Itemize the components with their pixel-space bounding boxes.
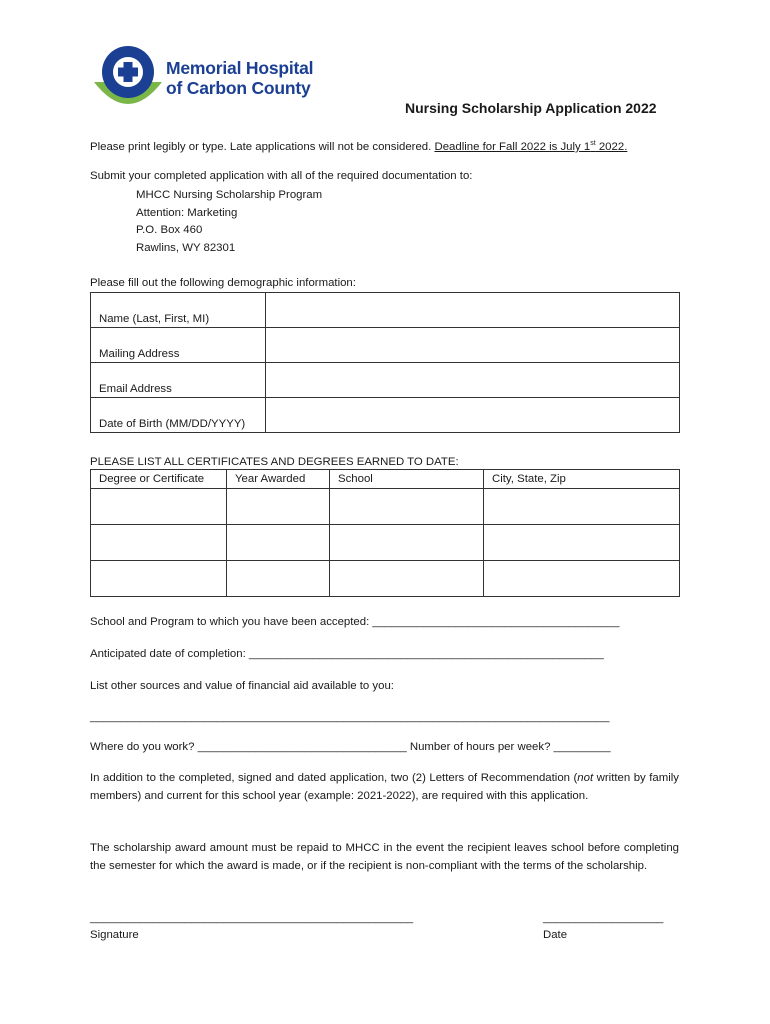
- signature-label: Signature: [90, 929, 139, 941]
- table-cell[interactable]: [330, 561, 484, 597]
- column-header: City, State, Zip: [484, 470, 680, 489]
- name-field[interactable]: [266, 293, 680, 328]
- repayment-paragraph: The scholarship award amount must be repaid to MHCC in the event the recipient leaves school before completing the semester for which the award is made, or if the recipient is non-compliant with the terms of the scholarship.: [90, 842, 679, 872]
- email-label: Email Address: [91, 363, 266, 398]
- instructions-line: [90, 140, 627, 154]
- table-row: [91, 398, 680, 433]
- table-cell[interactable]: [91, 525, 227, 561]
- table-cell[interactable]: [91, 561, 227, 597]
- address-line: Attention: Marketing: [136, 206, 238, 219]
- date-line[interactable]: ___________________: [543, 912, 664, 924]
- table-cell[interactable]: [484, 561, 680, 597]
- table-header-row: [91, 470, 680, 489]
- table-cell[interactable]: [330, 525, 484, 561]
- address-line: MHCC Nursing Scholarship Program: [136, 189, 323, 201]
- name-label: Name (Last, First, MI): [91, 293, 266, 328]
- table-cell[interactable]: [330, 489, 484, 525]
- deadline-note: Deadline for Fall 2022 is July 1st 2022.: [434, 140, 628, 153]
- degrees-heading: PLEASE LIST ALL CERTIFICATES AND DEGREES EARNED TO DATE:: [90, 456, 459, 468]
- submit-note: Submit your completed application with all of the required documentation to:: [90, 170, 473, 182]
- recommendation-paragraph: In addition to the completed, signed and dated application, two (2) Letters of Recommendation (not written by family members) and current for this school year (example: 2021-2022), are required with this application.: [90, 772, 679, 802]
- dob-field[interactable]: [266, 398, 680, 433]
- logo-wordmark: [166, 58, 313, 98]
- table-cell[interactable]: [91, 489, 227, 525]
- demographics-heading: Please fill out the following demographic information:: [90, 277, 356, 289]
- table-cell[interactable]: [227, 489, 330, 525]
- table-cell[interactable]: [227, 525, 330, 561]
- mailing-address-field[interactable]: [266, 328, 680, 363]
- table-cell[interactable]: [484, 525, 680, 561]
- address-line: P.O. Box 460: [136, 224, 203, 236]
- degrees-table: [90, 469, 680, 597]
- table-row: [91, 363, 680, 398]
- page-title: Nursing Scholarship Application 2022: [405, 100, 657, 116]
- logo-line-1: Memorial Hospital: [166, 58, 314, 78]
- column-header: Year Awarded: [227, 470, 330, 489]
- where-work-line[interactable]: Where do you work? _________________________________ Number of hours per week? _________: [90, 741, 611, 753]
- demographics-table: [90, 292, 680, 433]
- column-header: School: [330, 470, 484, 489]
- email-field[interactable]: [266, 363, 680, 398]
- table-row: [91, 561, 680, 597]
- financial-aid-line[interactable]: __________________________________________________________________________________: [90, 711, 610, 723]
- table-row: [91, 489, 680, 525]
- table-row: [91, 525, 680, 561]
- dob-label: Date of Birth (MM/DD/YYYY): [91, 398, 266, 433]
- print-note: Please print legibly or type. Late applications will not be considered.: [90, 141, 432, 153]
- completion-date-line[interactable]: Anticipated date of completion: ________________________________________________________: [90, 648, 604, 660]
- address-line: Rawlins, WY 82301: [136, 241, 236, 254]
- table-cell[interactable]: [484, 489, 680, 525]
- column-header: Degree or Certificate: [91, 470, 227, 489]
- school-program-line[interactable]: School and Program to which you have been accepted: _______________________________________: [90, 616, 620, 628]
- financial-aid-prompt: List other sources and value of financial aid available to you:: [90, 680, 394, 692]
- table-cell[interactable]: [227, 561, 330, 597]
- mailing-address-block: [136, 187, 322, 257]
- table-row: [91, 328, 680, 363]
- mailing-address-label: Mailing Address: [91, 328, 266, 363]
- logo-line-2: of Carbon County: [166, 78, 311, 98]
- cross-heart-icon: [90, 44, 166, 116]
- signature-line[interactable]: ___________________________________________________: [90, 912, 414, 924]
- table-row: [91, 293, 680, 328]
- date-label: Date: [543, 929, 568, 941]
